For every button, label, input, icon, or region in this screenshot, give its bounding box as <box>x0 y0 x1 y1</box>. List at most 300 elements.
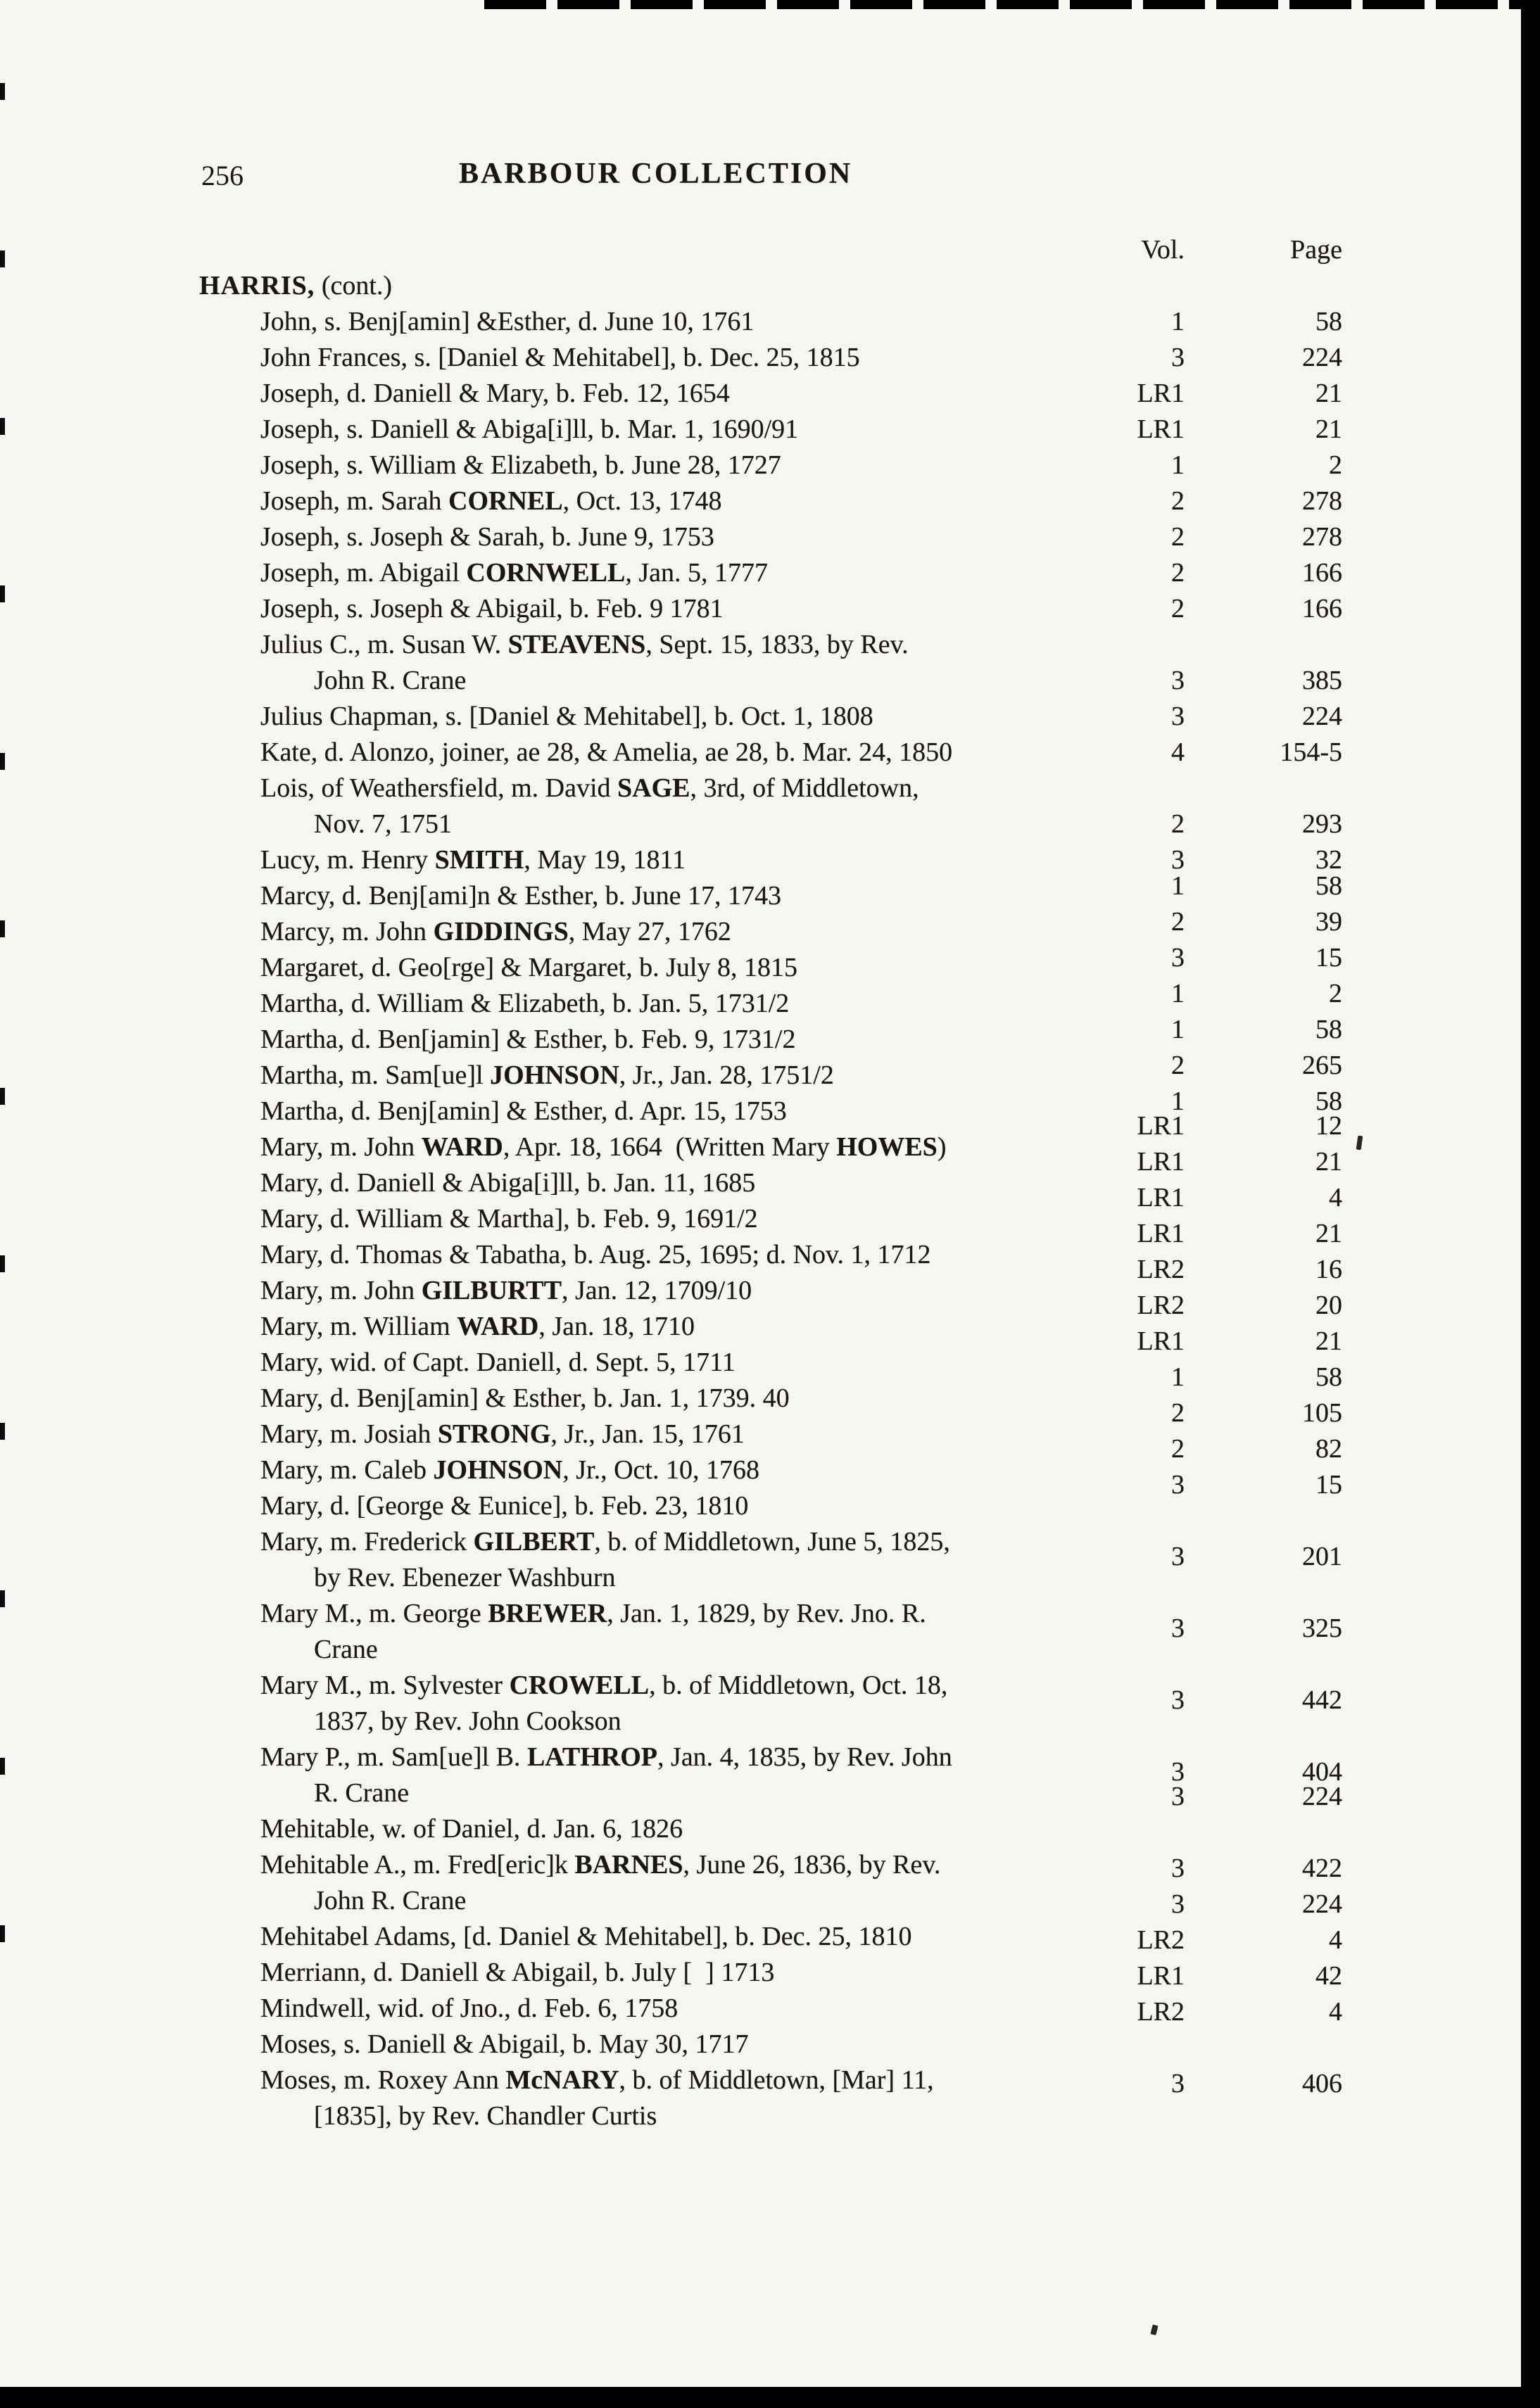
scan-artifact <box>1356 1136 1363 1151</box>
entry-line <box>199 1022 1093 1058</box>
entry-segment: Mary, m. John <box>260 1276 422 1305</box>
entry-line <box>199 483 1093 519</box>
entry-segment: Mary, wid. of Capt. Daniell, d. Sept. 5, 1711 <box>260 1348 736 1377</box>
entry-segment: Joseph, s. Joseph & Sarah, b. June 9, 1753 <box>260 522 714 552</box>
entry-segment: Joseph, m. Sarah <box>260 486 449 516</box>
entry-line <box>199 376 1093 412</box>
entry-text <box>199 1417 1093 1452</box>
entry-segment: Crane <box>314 1635 378 1664</box>
surname-bold: STEAVENS <box>507 630 646 659</box>
entry-segment: , b. of Middletown, Oct. 18, <box>649 1671 948 1700</box>
entry-page: 442 <box>1302 1685 1342 1715</box>
entry-text <box>199 483 1093 519</box>
entry-line <box>199 735 1093 771</box>
entry-vol: 3 <box>1171 1889 1185 1919</box>
entry-text <box>199 519 1093 555</box>
entry-vol: 2 <box>1171 486 1185 516</box>
scan-edge-top <box>484 0 1540 9</box>
entry-text <box>199 1129 1093 1165</box>
entry-segment: , May 27, 1762 <box>568 917 731 946</box>
entry-text <box>199 2027 1093 2062</box>
entry-segment: Mary, d. Benj[amin] & Esther, b. Jan. 1, 1739. 40 <box>260 1383 790 1413</box>
entry-line-continuation <box>199 1704 1093 1740</box>
entry-segment: Martha, d. Benj[amin] & Esther, d. Apr. 15, 1753 <box>260 1096 787 1126</box>
entry-segment: , Jan. 12, 1709/10 <box>561 1276 752 1305</box>
entry-vol: 3 <box>1171 1757 1185 1787</box>
table-row <box>199 627 1342 699</box>
entry-line <box>199 950 1093 986</box>
entry-segment: , Oct. 13, 1748 <box>562 486 722 516</box>
entry-vol: 1 <box>1171 1362 1185 1392</box>
entry-text <box>199 1919 1093 1955</box>
entry-text <box>199 771 1093 842</box>
entry-segment: Mehitable A., m. Fred[eric]k <box>260 1850 575 1880</box>
entry-page: 2 <box>1329 450 1342 480</box>
table-row <box>199 1524 1342 1596</box>
entry-segment: , Jr., Jan. 28, 1751/2 <box>619 1060 834 1090</box>
entry-page: 32 <box>1315 845 1342 875</box>
entry-line <box>199 1237 1093 1273</box>
entry-page: 4 <box>1329 1997 1342 2027</box>
entry-line <box>199 1058 1093 1094</box>
entry-line-continuation <box>199 1560 1093 1596</box>
entry-text <box>199 555 1093 591</box>
entry-page: 293 <box>1302 809 1342 839</box>
entry-page: 58 <box>1315 307 1342 336</box>
entry-segment: 1837, by Rev. John Cookson <box>314 1706 621 1736</box>
entry-line <box>199 1740 1093 1775</box>
index-table <box>199 232 1342 2134</box>
entry-vol: 4 <box>1171 737 1185 767</box>
entry-page: 21 <box>1315 1147 1342 1177</box>
surname-bold: CROWELL <box>509 1671 650 1700</box>
entry-text <box>199 950 1093 986</box>
entry-page: 166 <box>1302 558 1342 588</box>
entry-segment: Joseph, s. William & Elizabeth, b. June 28, 1727 <box>260 450 781 480</box>
surname-bold: SAGE <box>617 773 690 803</box>
section-heading <box>199 268 1342 304</box>
entry-segment: [1835], by Rev. Chandler Curtis <box>314 2101 657 2131</box>
entry-segment: Marcy, m. John <box>260 917 434 946</box>
entry-page: 201 <box>1302 1542 1342 1571</box>
entry-vol: 3 <box>1171 1782 1185 1811</box>
entry-line <box>199 1991 1093 2027</box>
entry-segment: Moses, s. Daniell & Abigail, b. May 30, 1717 <box>260 2029 749 2059</box>
entry-vol: LR2 <box>1137 1925 1185 1955</box>
entry-text <box>199 1811 1093 1847</box>
entry-page: 422 <box>1302 1853 1342 1883</box>
entry-vol: 1 <box>1171 307 1185 336</box>
entry-list <box>199 304 1342 2134</box>
scan-artifact <box>1150 2324 1158 2336</box>
entry-segment: Julius Chapman, s. [Daniel & Mehitabel], b. Oct. 1, 1808 <box>260 702 873 731</box>
entry-vol: LR1 <box>1137 1111 1185 1141</box>
entry-page: 385 <box>1302 666 1342 695</box>
entry-text <box>199 1273 1093 1309</box>
entry-vol: 3 <box>1171 2069 1185 2098</box>
entry-text <box>199 340 1093 376</box>
entry-page: 42 <box>1315 1961 1342 1991</box>
entry-page: 21 <box>1315 1326 1342 1356</box>
entry-line <box>199 1811 1093 1847</box>
table-row <box>199 340 1342 376</box>
surname-bold: GILBURTT <box>421 1276 562 1305</box>
entry-line <box>199 627 1093 663</box>
entry-segment: Mary, m. John <box>260 1132 422 1162</box>
entry-segment: Mary, m. William <box>260 1312 457 1341</box>
entry-segment: , b. of Middletown, [Mar] 11, <box>619 2065 934 2095</box>
entry-segment: John R. Crane <box>314 666 467 695</box>
entry-line <box>199 1596 1093 1632</box>
entry-text <box>199 1847 1093 1919</box>
entry-line <box>199 1668 1093 1704</box>
entry-page: 15 <box>1315 1470 1342 1500</box>
entry-segment: , Apr. 18, 1664 (Written Mary <box>503 1132 837 1162</box>
entry-vol: 1 <box>1171 1086 1185 1116</box>
entry-vol: 2 <box>1171 1398 1185 1428</box>
entry-text <box>199 1740 1093 1811</box>
section-surname: HARRIS, <box>199 271 315 300</box>
entry-line <box>199 771 1093 806</box>
entry-page: 21 <box>1315 414 1342 444</box>
surname-bold: JOHNSON <box>490 1060 619 1090</box>
entry-segment: Mary M., m. George <box>260 1599 488 1628</box>
surname-bold: SMITH <box>434 845 524 875</box>
entry-line <box>199 591 1093 627</box>
entry-text <box>199 1094 1093 1129</box>
entry-page: 278 <box>1302 486 1342 516</box>
surname-bold: LATHROP <box>526 1742 658 1772</box>
entry-page: 21 <box>1315 379 1342 408</box>
table-row <box>199 519 1342 555</box>
surname-bold: HOWES <box>836 1132 938 1162</box>
table-row <box>199 412 1342 448</box>
entry-vol: 1 <box>1171 871 1185 901</box>
entry-segment: Moses, m. Roxey Ann <box>260 2065 506 2095</box>
entry-line <box>199 914 1093 950</box>
entry-segment: Joseph, s. Daniell & Abiga[i]ll, b. Mar. 1, 1690/91 <box>260 414 799 444</box>
entry-page: 4 <box>1329 1925 1342 1955</box>
entry-page: 58 <box>1315 871 1342 901</box>
entry-page: 278 <box>1302 522 1342 552</box>
entry-line <box>199 1955 1093 1991</box>
entry-line <box>199 555 1093 591</box>
table-row <box>199 699 1342 735</box>
entry-text <box>199 1237 1093 1273</box>
entry-text <box>199 1165 1093 1201</box>
entry-vol: 3 <box>1171 1542 1185 1571</box>
entry-line <box>199 699 1093 735</box>
entry-text <box>199 914 1093 950</box>
entry-line <box>199 1273 1093 1309</box>
entry-segment: Lucy, m. Henry <box>260 845 435 875</box>
entry-text <box>199 591 1093 627</box>
entry-line-continuation <box>199 806 1093 842</box>
entry-text <box>199 1058 1093 1094</box>
section-cont-label: (cont.) <box>315 271 393 300</box>
entry-segment: Merriann, d. Daniell & Abigail, b. July [ ] 1713 <box>260 1958 775 1987</box>
book-title: BARBOUR COLLECTION <box>459 158 853 190</box>
entry-vol: LR1 <box>1137 1183 1185 1212</box>
entry-vol: LR2 <box>1137 1291 1185 1320</box>
entry-segment: Mary, d. Thomas & Tabatha, b. Aug. 25, 1695; d. Nov. 1, 1712 <box>260 1240 931 1269</box>
entry-text <box>199 1991 1093 2027</box>
entry-page: 224 <box>1302 1889 1342 1919</box>
entry-page: 16 <box>1315 1255 1342 1284</box>
entry-line <box>199 304 1093 340</box>
entry-vol: 2 <box>1171 558 1185 588</box>
entry-line-continuation <box>199 1632 1093 1668</box>
entry-segment: , Jan. 1, 1829, by Rev. Jno. R. <box>607 1599 926 1628</box>
surname-bold: McNARY <box>505 2065 619 2095</box>
entry-segment: , b. of Middletown, June 5, 1825, <box>594 1527 950 1557</box>
entry-vol: LR1 <box>1137 1326 1185 1356</box>
entry-segment: John, s. Benj[amin] &Esther, d. June 10, 1761 <box>260 307 755 336</box>
surname-bold: STRONG <box>437 1419 551 1449</box>
entry-text <box>199 986 1093 1022</box>
surname-bold: BARNES <box>574 1850 683 1880</box>
column-header-vol: Vol. <box>1141 235 1185 265</box>
entry-segment: Joseph, m. Abigail <box>260 558 467 588</box>
entry-segment: Mary P., m. Sam[ue]l B. <box>260 1742 527 1772</box>
entry-segment: Mary, d. [George & Eunice], b. Feb. 23, 1810 <box>260 1491 749 1521</box>
entry-segment: Mary, m. Caleb <box>260 1455 434 1485</box>
entry-vol: LR1 <box>1137 1961 1185 1991</box>
entry-segment: John R. Crane <box>314 1886 467 1915</box>
scan-edge-bottom <box>0 2387 1540 2408</box>
entry-segment: Mary M., m. Sylvester <box>260 1671 510 1700</box>
entry-line <box>199 842 1093 878</box>
entry-vol: LR1 <box>1137 379 1185 408</box>
entry-segment: Margaret, d. Geo[rge] & Margaret, b. July 8, 1815 <box>260 953 797 982</box>
entry-text <box>199 2062 1093 2134</box>
entry-text <box>199 735 1093 771</box>
entry-segment: Mary, d. Daniell & Abiga[i]ll, b. Jan. 11, 1685 <box>260 1168 756 1198</box>
entry-page: 82 <box>1315 1434 1342 1464</box>
entry-segment: Nov. 7, 1751 <box>314 809 452 839</box>
entry-vol: 1 <box>1171 979 1185 1008</box>
entry-page: 15 <box>1315 943 1342 972</box>
table-row <box>199 555 1342 591</box>
entry-text <box>199 1022 1093 1058</box>
entry-segment: , May 19, 1811 <box>524 845 686 875</box>
entry-segment: Mary, d. William & Martha], b. Feb. 9, 1691/2 <box>260 1204 758 1234</box>
entry-segment: , Jan. 18, 1710 <box>538 1312 695 1341</box>
entry-segment: Mindwell, wid. of Jno., d. Feb. 6, 1758 <box>260 1994 679 2023</box>
entry-vol: 1 <box>1171 1015 1185 1044</box>
entry-segment: Lois, of Weathersfield, m. David <box>260 773 618 803</box>
table-row <box>199 448 1342 483</box>
column-header-spacer <box>199 232 1093 268</box>
entry-line <box>199 1094 1093 1129</box>
entry-page: 58 <box>1315 1015 1342 1044</box>
binding-marks <box>0 83 5 2053</box>
entry-segment: Julius C., m. Susan W. <box>260 630 508 659</box>
entry-segment: , Jr., Oct. 10, 1768 <box>562 1455 759 1485</box>
entry-text <box>199 304 1093 340</box>
entry-vol: 3 <box>1171 1853 1185 1883</box>
entry-line <box>199 1201 1093 1237</box>
entry-page: 39 <box>1315 907 1342 937</box>
scan-edge-right <box>1521 0 1540 2408</box>
entry-page: 224 <box>1302 702 1342 731</box>
entry-vol: LR2 <box>1137 1997 1185 2027</box>
entry-segment: Martha, m. Sam[ue]l <box>260 1060 491 1090</box>
entry-page: 105 <box>1302 1398 1342 1428</box>
entry-page: 4 <box>1329 1183 1342 1212</box>
surname-bold: WARD <box>421 1132 503 1162</box>
entry-text <box>199 1524 1093 1596</box>
entry-page: 224 <box>1302 1782 1342 1811</box>
entry-segment: , Sept. 15, 1833, by Rev. <box>645 630 909 659</box>
entry-page: 154-5 <box>1280 737 1342 767</box>
table-row <box>199 304 1342 340</box>
entry-segment: , June 26, 1836, by Rev. <box>683 1850 941 1880</box>
entry-line <box>199 1452 1093 1488</box>
entry-page: 58 <box>1315 1086 1342 1116</box>
entry-vol: 2 <box>1171 1434 1185 1464</box>
entry-line <box>199 1129 1093 1165</box>
entry-segment: Mary, m. Josiah <box>260 1419 438 1449</box>
table-row <box>199 1668 1342 1740</box>
entry-line <box>199 1309 1093 1345</box>
table-row <box>199 1596 1342 1668</box>
entry-segment: Mehitabel Adams, [d. Daniel & Mehitabel], b. Dec. 25, 1810 <box>260 1922 912 1951</box>
page-number: 256 <box>201 160 244 191</box>
entry-line <box>199 1381 1093 1417</box>
entry-text <box>199 878 1093 914</box>
entry-line-continuation <box>199 1883 1093 1919</box>
column-headers <box>199 232 1342 268</box>
entry-vol: LR1 <box>1137 414 1185 444</box>
entry-segment: Martha, d. William & Elizabeth, b. Jan. 5, 1731/2 <box>260 989 790 1018</box>
column-header-page: Page <box>1290 235 1342 265</box>
entry-line <box>199 448 1093 483</box>
entry-page: 404 <box>1302 1757 1342 1787</box>
entry-line <box>199 2027 1093 2062</box>
entry-page: 20 <box>1315 1291 1342 1320</box>
entry-line-continuation <box>199 663 1093 699</box>
entry-vol: 3 <box>1171 1614 1185 1643</box>
entry-vol: 1 <box>1171 450 1185 480</box>
entry-vol: 3 <box>1171 1470 1185 1500</box>
entry-vol: 3 <box>1171 1685 1185 1715</box>
entry-page: 406 <box>1302 2069 1342 2098</box>
entry-segment: Marcy, d. Benj[ami]n & Esther, b. June 17, 1743 <box>260 881 782 911</box>
entry-segment: Joseph, s. Joseph & Abigail, b. Feb. 9 1781 <box>260 594 724 623</box>
entry-vol: 3 <box>1171 343 1185 372</box>
entry-line <box>199 1345 1093 1381</box>
entry-segment: Joseph, d. Daniell & Mary, b. Feb. 12, 1654 <box>260 379 730 408</box>
surname-bold: JOHNSON <box>433 1455 563 1485</box>
surname-bold: GIDDINGS <box>433 917 569 946</box>
entry-text <box>199 448 1093 483</box>
entry-vol: 2 <box>1171 907 1185 937</box>
entry-vol: 2 <box>1171 1051 1185 1080</box>
entry-page: 12 <box>1315 1111 1342 1141</box>
entry-text <box>199 1381 1093 1417</box>
entry-text <box>199 627 1093 699</box>
entry-text <box>199 412 1093 448</box>
surname-bold: CORNWELL <box>466 558 626 588</box>
entry-page: 325 <box>1302 1614 1342 1643</box>
entry-vol: 2 <box>1171 594 1185 623</box>
entry-text <box>199 699 1093 735</box>
entry-text <box>199 1955 1093 1991</box>
entry-page: 58 <box>1315 1362 1342 1392</box>
entry-segment: by Rev. Ebenezer Washburn <box>314 1563 616 1592</box>
table-row <box>199 591 1342 627</box>
entry-line <box>199 1919 1093 1955</box>
entry-text <box>199 376 1093 412</box>
entry-line <box>199 1524 1093 1560</box>
table-row <box>199 735 1342 771</box>
entry-segment: Mehitable, w. of Daniel, d. Jan. 6, 1826 <box>260 1814 683 1844</box>
entry-vol: 3 <box>1171 845 1185 875</box>
entry-page: 224 <box>1302 343 1342 372</box>
entry-page: 265 <box>1302 1051 1342 1080</box>
entry-vol: 2 <box>1171 522 1185 552</box>
entry-line <box>199 1488 1093 1524</box>
table-row <box>199 483 1342 519</box>
entry-line <box>199 1165 1093 1201</box>
entry-segment: , 3rd, of Middletown, <box>690 773 919 803</box>
entry-segment: ) <box>937 1132 947 1162</box>
entry-line <box>199 878 1093 914</box>
table-row <box>199 2062 1342 2134</box>
surname-bold: GILBERT <box>473 1527 595 1557</box>
entry-text <box>199 1201 1093 1237</box>
entry-line-continuation <box>199 1775 1093 1811</box>
entry-vol: LR1 <box>1137 1147 1185 1177</box>
surname-bold: WARD <box>457 1312 539 1341</box>
entry-segment: , Jr., Jan. 15, 1761 <box>550 1419 745 1449</box>
entry-line <box>199 1847 1093 1883</box>
entry-segment: , Jan. 5, 1777 <box>625 558 768 588</box>
entry-line <box>199 1417 1093 1452</box>
entry-vol: 2 <box>1171 809 1185 839</box>
entry-segment: R. Crane <box>314 1778 410 1808</box>
entry-line <box>199 986 1093 1022</box>
entry-text <box>199 1596 1093 1668</box>
entry-vol: 3 <box>1171 943 1185 972</box>
table-row <box>199 376 1342 412</box>
entry-line-continuation <box>199 2098 1093 2134</box>
entry-segment: Kate, d. Alonzo, joiner, ae 28, & Amelia, ae 28, b. Mar. 24, 1850 <box>260 737 953 767</box>
entry-page: 2 <box>1329 979 1342 1008</box>
entry-segment: , Jan. 4, 1835, by Rev. John <box>657 1742 952 1772</box>
table-row <box>199 771 1342 842</box>
entry-vol: LR1 <box>1137 1219 1185 1248</box>
entry-line <box>199 519 1093 555</box>
entry-page: 21 <box>1315 1219 1342 1248</box>
surname-bold: BREWER <box>488 1599 607 1628</box>
entry-page: 166 <box>1302 594 1342 623</box>
entry-segment: Mary, m. Frederick <box>260 1527 474 1557</box>
entry-line <box>199 2062 1093 2098</box>
entry-vol: 3 <box>1171 702 1185 731</box>
entry-segment: John Frances, s. [Daniel & Mehitabel], b. Dec. 25, 1815 <box>260 343 860 372</box>
entry-segment: Martha, d. Ben[jamin] & Esther, b. Feb. 9, 1731/2 <box>260 1025 796 1054</box>
entry-text <box>199 1309 1093 1345</box>
entry-text <box>199 1488 1093 1524</box>
entry-line <box>199 412 1093 448</box>
entry-text <box>199 1452 1093 1488</box>
entry-text <box>199 842 1093 878</box>
entry-text <box>199 1345 1093 1381</box>
entry-vol: 3 <box>1171 666 1185 695</box>
entry-vol: LR2 <box>1137 1255 1185 1284</box>
